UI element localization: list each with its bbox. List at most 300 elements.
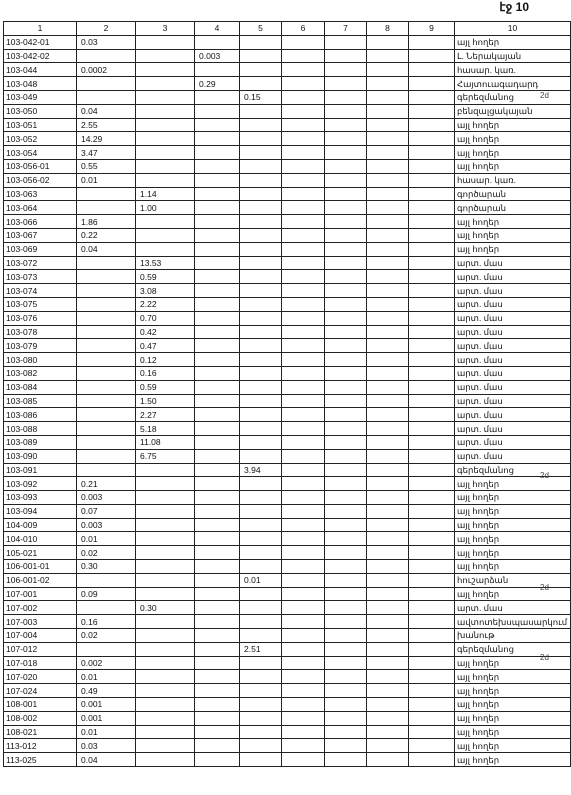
area-cell bbox=[240, 408, 282, 422]
area-cell bbox=[367, 753, 409, 767]
area-cell bbox=[136, 560, 195, 574]
area-cell bbox=[282, 146, 325, 160]
area-cell: 3.08 bbox=[136, 284, 195, 298]
area-cell bbox=[240, 35, 282, 49]
parcel-code-cell: 103-075 bbox=[4, 297, 77, 311]
area-cell bbox=[136, 642, 195, 656]
area-cell bbox=[136, 49, 195, 63]
area-cell bbox=[409, 560, 455, 574]
area-cell bbox=[195, 711, 240, 725]
area-cell bbox=[195, 532, 240, 546]
area-cell bbox=[409, 601, 455, 615]
area-cell bbox=[409, 339, 455, 353]
area-cell: 0.04 bbox=[77, 104, 136, 118]
area-cell bbox=[282, 739, 325, 753]
area-cell bbox=[136, 573, 195, 587]
area-cell: 0.16 bbox=[136, 366, 195, 380]
area-cell bbox=[325, 380, 367, 394]
area-cell bbox=[240, 353, 282, 367]
land-use-cell: այլ հողեր bbox=[455, 739, 571, 753]
area-cell bbox=[136, 698, 195, 712]
area-cell bbox=[136, 504, 195, 518]
land-use-cell: արտ. մաս bbox=[455, 339, 571, 353]
area-cell bbox=[195, 325, 240, 339]
area-cell bbox=[195, 311, 240, 325]
table-row bbox=[4, 242, 571, 256]
land-use-cell: այլ հողեր bbox=[455, 118, 571, 132]
area-cell: 0.07 bbox=[77, 504, 136, 518]
area-cell bbox=[367, 215, 409, 229]
land-table bbox=[3, 21, 571, 767]
land-use-cell: ավտոտեխսպասարկում bbox=[455, 615, 571, 629]
area-cell bbox=[195, 739, 240, 753]
area-cell: 0.30 bbox=[77, 560, 136, 574]
column-header-6: 6 bbox=[282, 22, 325, 36]
area-cell: 0.01 bbox=[77, 670, 136, 684]
land-use-cell: այլ հողեր bbox=[455, 656, 571, 670]
area-cell: 0.49 bbox=[77, 684, 136, 698]
area-cell bbox=[409, 104, 455, 118]
area-cell bbox=[195, 118, 240, 132]
area-cell: 0.15 bbox=[240, 90, 282, 104]
area-cell bbox=[240, 187, 282, 201]
area-cell bbox=[325, 35, 367, 49]
area-cell: 3.47 bbox=[77, 146, 136, 160]
area-cell: 0.21 bbox=[77, 477, 136, 491]
area-cell bbox=[367, 311, 409, 325]
area-cell bbox=[240, 380, 282, 394]
land-use-cell: Լ. Ներակայան bbox=[455, 49, 571, 63]
area-cell bbox=[282, 187, 325, 201]
area-cell bbox=[367, 684, 409, 698]
area-cell bbox=[195, 698, 240, 712]
area-cell bbox=[282, 49, 325, 63]
area-cell bbox=[325, 601, 367, 615]
area-cell bbox=[409, 35, 455, 49]
area-cell bbox=[325, 560, 367, 574]
area-cell bbox=[409, 366, 455, 380]
land-use-cell: բենզալցակայան bbox=[455, 104, 571, 118]
area-cell: 1.86 bbox=[77, 215, 136, 229]
area-cell bbox=[195, 477, 240, 491]
parcel-code-cell: 103-079 bbox=[4, 339, 77, 353]
area-cell bbox=[409, 325, 455, 339]
area-cell bbox=[136, 228, 195, 242]
area-cell bbox=[282, 587, 325, 601]
area-cell bbox=[367, 518, 409, 532]
parcel-code-cell: 103-084 bbox=[4, 380, 77, 394]
area-cell bbox=[282, 104, 325, 118]
area-cell bbox=[240, 532, 282, 546]
land-use-cell: այլ հողեր bbox=[455, 159, 571, 173]
area-cell bbox=[282, 90, 325, 104]
area-cell bbox=[195, 284, 240, 298]
area-cell bbox=[325, 201, 367, 215]
area-cell bbox=[325, 725, 367, 739]
area-cell bbox=[409, 256, 455, 270]
area-cell: 0.16 bbox=[77, 615, 136, 629]
area-cell: 6.75 bbox=[136, 449, 195, 463]
parcel-code-cell: 103-067 bbox=[4, 228, 77, 242]
area-cell bbox=[136, 104, 195, 118]
area-cell: 0.04 bbox=[77, 753, 136, 767]
area-cell bbox=[282, 656, 325, 670]
area-cell bbox=[409, 477, 455, 491]
land-use-cell: խանութ bbox=[455, 629, 571, 643]
area-cell bbox=[240, 477, 282, 491]
area-cell bbox=[409, 491, 455, 505]
area-cell bbox=[367, 242, 409, 256]
table-row bbox=[4, 739, 571, 753]
area-cell bbox=[282, 366, 325, 380]
area-cell bbox=[325, 463, 367, 477]
area-cell: 1.00 bbox=[136, 201, 195, 215]
area-cell bbox=[240, 63, 282, 77]
land-use-cell: արտ. մաս bbox=[455, 422, 571, 436]
area-cell: 13.53 bbox=[136, 256, 195, 270]
area-cell bbox=[367, 77, 409, 91]
column-header-8: 8 bbox=[367, 22, 409, 36]
parcel-code-cell: 104-009 bbox=[4, 518, 77, 532]
table-row bbox=[4, 601, 571, 615]
area-cell bbox=[367, 573, 409, 587]
table-row bbox=[4, 642, 571, 656]
area-cell bbox=[77, 187, 136, 201]
parcel-code-cell: 103-056-02 bbox=[4, 173, 77, 187]
area-cell bbox=[195, 394, 240, 408]
area-cell bbox=[367, 656, 409, 670]
table-row bbox=[4, 656, 571, 670]
area-cell bbox=[195, 270, 240, 284]
area-cell bbox=[195, 63, 240, 77]
area-cell: 0.59 bbox=[136, 270, 195, 284]
parcel-code-cell: 103-086 bbox=[4, 408, 77, 422]
margin-mark: 2d bbox=[540, 91, 549, 101]
land-use-cell: հասար. կառ. bbox=[455, 63, 571, 77]
area-cell: 0.22 bbox=[77, 228, 136, 242]
area-cell bbox=[409, 656, 455, 670]
area-cell bbox=[325, 739, 367, 753]
area-cell bbox=[409, 587, 455, 601]
area-cell bbox=[240, 77, 282, 91]
area-cell bbox=[325, 353, 367, 367]
area-cell bbox=[77, 284, 136, 298]
area-cell bbox=[367, 173, 409, 187]
parcel-code-cell: 107-012 bbox=[4, 642, 77, 656]
margin-mark: 2d bbox=[540, 582, 549, 592]
table-row bbox=[4, 435, 571, 449]
area-cell bbox=[367, 118, 409, 132]
table-row bbox=[4, 711, 571, 725]
table-body bbox=[4, 35, 571, 766]
area-cell bbox=[282, 546, 325, 560]
area-cell bbox=[282, 339, 325, 353]
area-cell bbox=[136, 173, 195, 187]
land-use-cell: գերեզմանոց bbox=[455, 642, 571, 656]
area-cell bbox=[367, 532, 409, 546]
area-cell: 0.47 bbox=[136, 339, 195, 353]
area-cell bbox=[409, 159, 455, 173]
area-cell bbox=[240, 256, 282, 270]
land-use-cell: գործարան bbox=[455, 201, 571, 215]
area-cell bbox=[409, 573, 455, 587]
area-cell bbox=[195, 518, 240, 532]
table-row bbox=[4, 104, 571, 118]
land-use-cell: այլ հողեր bbox=[455, 35, 571, 49]
area-cell bbox=[409, 311, 455, 325]
area-cell bbox=[367, 560, 409, 574]
area-cell: 0.30 bbox=[136, 601, 195, 615]
area-cell: 1.50 bbox=[136, 394, 195, 408]
area-cell bbox=[77, 77, 136, 91]
area-cell bbox=[282, 35, 325, 49]
area-cell bbox=[240, 270, 282, 284]
area-cell bbox=[240, 339, 282, 353]
land-use-cell: այլ հողեր bbox=[455, 560, 571, 574]
table-row bbox=[4, 256, 571, 270]
table-row bbox=[4, 353, 571, 367]
area-cell: 0.03 bbox=[77, 35, 136, 49]
area-cell bbox=[409, 201, 455, 215]
area-cell bbox=[367, 629, 409, 643]
column-header-5: 5 bbox=[240, 22, 282, 36]
land-use-cell: այլ հողեր bbox=[455, 491, 571, 505]
area-cell bbox=[282, 256, 325, 270]
table-row bbox=[4, 491, 571, 505]
parcel-code-cell: 107-020 bbox=[4, 670, 77, 684]
land-use-cell: այլ հողեր bbox=[455, 532, 571, 546]
area-cell bbox=[325, 435, 367, 449]
area-cell bbox=[195, 615, 240, 629]
land-use-cell: այլ հողեր bbox=[455, 753, 571, 767]
area-cell bbox=[367, 146, 409, 160]
land-use-cell: արտ. մաս bbox=[455, 435, 571, 449]
area-cell bbox=[325, 132, 367, 146]
column-header-10: 10 bbox=[455, 22, 571, 36]
area-cell bbox=[325, 504, 367, 518]
area-cell bbox=[325, 670, 367, 684]
area-cell bbox=[240, 629, 282, 643]
area-cell bbox=[240, 228, 282, 242]
area-cell bbox=[77, 380, 136, 394]
area-cell bbox=[325, 449, 367, 463]
area-cell bbox=[367, 670, 409, 684]
area-cell bbox=[325, 215, 367, 229]
area-cell bbox=[409, 187, 455, 201]
area-cell bbox=[367, 90, 409, 104]
area-cell bbox=[240, 132, 282, 146]
table-row bbox=[4, 684, 571, 698]
area-cell bbox=[325, 146, 367, 160]
area-cell bbox=[325, 63, 367, 77]
area-cell bbox=[409, 642, 455, 656]
area-cell bbox=[240, 491, 282, 505]
area-cell bbox=[240, 49, 282, 63]
area-cell bbox=[240, 118, 282, 132]
table-row bbox=[4, 118, 571, 132]
area-cell: 0.003 bbox=[195, 49, 240, 63]
table-row bbox=[4, 49, 571, 63]
area-cell bbox=[367, 725, 409, 739]
area-cell bbox=[240, 518, 282, 532]
area-cell bbox=[282, 297, 325, 311]
area-cell: 1.14 bbox=[136, 187, 195, 201]
parcel-code-cell: 103-052 bbox=[4, 132, 77, 146]
area-cell bbox=[325, 698, 367, 712]
area-cell bbox=[367, 159, 409, 173]
area-cell bbox=[240, 670, 282, 684]
area-cell bbox=[77, 353, 136, 367]
table-row bbox=[4, 518, 571, 532]
land-use-cell: այլ հողեր bbox=[455, 518, 571, 532]
area-cell bbox=[240, 297, 282, 311]
table-row bbox=[4, 63, 571, 77]
land-use-cell: արտ. մաս bbox=[455, 380, 571, 394]
land-use-cell: Հայտուագադարդ bbox=[455, 77, 571, 91]
area-cell bbox=[195, 297, 240, 311]
area-cell bbox=[195, 215, 240, 229]
area-cell bbox=[136, 132, 195, 146]
area-cell: 0.70 bbox=[136, 311, 195, 325]
area-cell: 0.02 bbox=[77, 629, 136, 643]
area-cell bbox=[240, 753, 282, 767]
area-cell bbox=[282, 228, 325, 242]
land-use-cell: արտ. մաս bbox=[455, 270, 571, 284]
area-cell: 2.55 bbox=[77, 118, 136, 132]
table-row bbox=[4, 366, 571, 380]
area-cell bbox=[367, 284, 409, 298]
area-cell bbox=[195, 242, 240, 256]
area-cell bbox=[136, 684, 195, 698]
land-use-cell: գործարան bbox=[455, 187, 571, 201]
area-cell bbox=[409, 408, 455, 422]
area-cell bbox=[367, 49, 409, 63]
area-cell bbox=[367, 408, 409, 422]
area-cell bbox=[195, 90, 240, 104]
area-cell bbox=[367, 615, 409, 629]
area-cell bbox=[409, 242, 455, 256]
area-cell: 0.59 bbox=[136, 380, 195, 394]
area-cell bbox=[240, 394, 282, 408]
area-cell bbox=[195, 560, 240, 574]
parcel-code-cell: 103-063 bbox=[4, 187, 77, 201]
area-cell bbox=[195, 256, 240, 270]
area-cell bbox=[240, 146, 282, 160]
area-cell bbox=[136, 90, 195, 104]
area-cell bbox=[195, 132, 240, 146]
area-cell bbox=[325, 90, 367, 104]
parcel-code-cell: 107-018 bbox=[4, 656, 77, 670]
area-cell bbox=[77, 366, 136, 380]
area-cell: 14.29 bbox=[77, 132, 136, 146]
land-use-cell: գերեզմանոց bbox=[455, 90, 571, 104]
parcel-code-cell: 103-092 bbox=[4, 477, 77, 491]
land-use-cell: արտ. մաս bbox=[455, 297, 571, 311]
area-cell bbox=[409, 132, 455, 146]
area-cell bbox=[240, 711, 282, 725]
area-cell bbox=[77, 422, 136, 436]
area-cell bbox=[367, 353, 409, 367]
column-header-4: 4 bbox=[195, 22, 240, 36]
area-cell bbox=[240, 587, 282, 601]
area-cell bbox=[282, 173, 325, 187]
area-cell bbox=[409, 380, 455, 394]
area-cell bbox=[77, 201, 136, 215]
area-cell bbox=[195, 187, 240, 201]
parcel-code-cell: 103-064 bbox=[4, 201, 77, 215]
area-cell: 0.01 bbox=[77, 532, 136, 546]
page-number: էջ 10 bbox=[499, 0, 529, 14]
parcel-code-cell: 103-044 bbox=[4, 63, 77, 77]
area-cell bbox=[282, 642, 325, 656]
area-cell bbox=[409, 739, 455, 753]
land-use-cell: այլ հողեր bbox=[455, 242, 571, 256]
area-cell bbox=[325, 573, 367, 587]
area-cell bbox=[325, 118, 367, 132]
area-cell bbox=[325, 187, 367, 201]
area-cell bbox=[282, 284, 325, 298]
parcel-code-cell: 103-074 bbox=[4, 284, 77, 298]
land-use-cell: այլ հողեր bbox=[455, 477, 571, 491]
table-row bbox=[4, 187, 571, 201]
area-cell bbox=[367, 504, 409, 518]
parcel-code-cell: 107-001 bbox=[4, 587, 77, 601]
area-cell bbox=[409, 422, 455, 436]
area-cell bbox=[325, 684, 367, 698]
land-use-cell: արտ. մաս bbox=[455, 311, 571, 325]
area-cell bbox=[367, 587, 409, 601]
table-row bbox=[4, 422, 571, 436]
area-cell bbox=[325, 408, 367, 422]
area-cell bbox=[136, 725, 195, 739]
area-cell bbox=[136, 587, 195, 601]
area-cell bbox=[282, 463, 325, 477]
area-cell bbox=[77, 463, 136, 477]
area-cell bbox=[195, 228, 240, 242]
area-cell bbox=[77, 394, 136, 408]
area-cell bbox=[367, 228, 409, 242]
area-cell bbox=[195, 629, 240, 643]
margin-mark: 2d bbox=[540, 470, 549, 480]
table-row bbox=[4, 270, 571, 284]
area-cell bbox=[325, 49, 367, 63]
area-cell bbox=[77, 270, 136, 284]
parcel-code-cell: 103-048 bbox=[4, 77, 77, 91]
area-cell bbox=[136, 477, 195, 491]
land-use-cell: արտ. մաս bbox=[455, 353, 571, 367]
area-cell bbox=[136, 463, 195, 477]
parcel-code-cell: 103-066 bbox=[4, 215, 77, 229]
table-row bbox=[4, 77, 571, 91]
area-cell bbox=[367, 739, 409, 753]
area-cell bbox=[282, 118, 325, 132]
area-cell bbox=[240, 546, 282, 560]
area-cell bbox=[282, 449, 325, 463]
area-cell bbox=[367, 256, 409, 270]
parcel-code-cell: 103-094 bbox=[4, 504, 77, 518]
table-row bbox=[4, 325, 571, 339]
area-cell bbox=[409, 297, 455, 311]
area-cell bbox=[409, 118, 455, 132]
area-cell bbox=[367, 201, 409, 215]
area-cell bbox=[325, 284, 367, 298]
area-cell bbox=[282, 711, 325, 725]
area-cell: 0.001 bbox=[77, 698, 136, 712]
area-cell bbox=[409, 670, 455, 684]
table-row bbox=[4, 394, 571, 408]
area-cell bbox=[282, 215, 325, 229]
area-cell bbox=[240, 560, 282, 574]
